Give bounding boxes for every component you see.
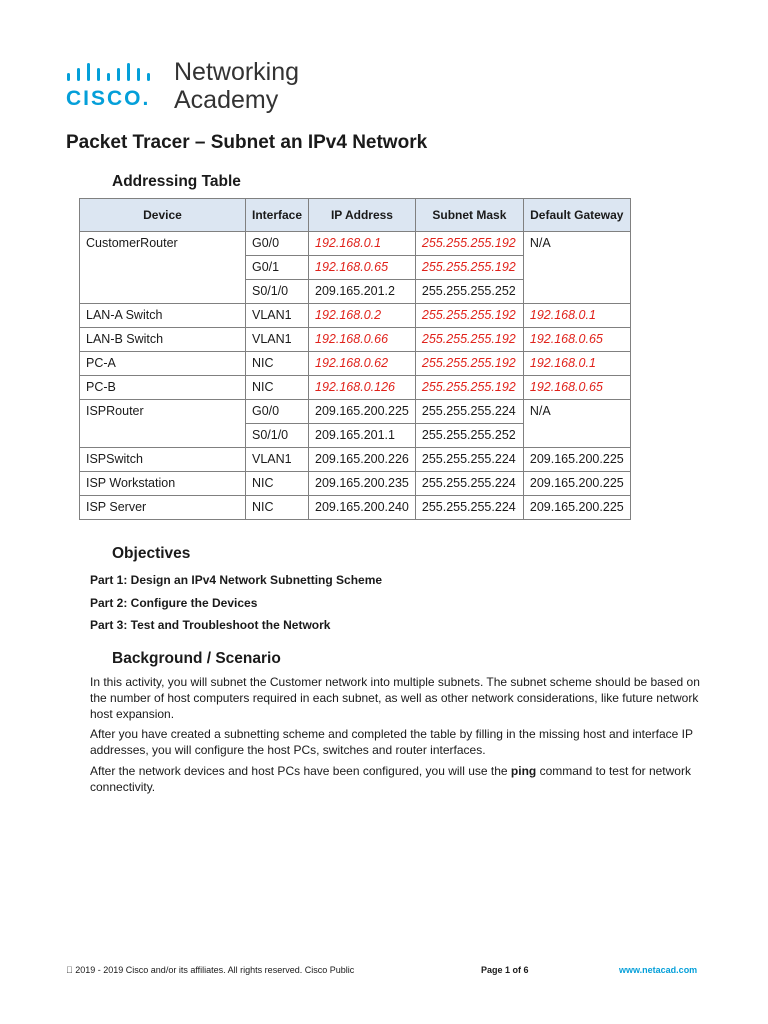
paragraph-text: After the network devices and host PCs have been configured, you will use the	[90, 764, 511, 778]
cell-device: ISP Server	[80, 496, 246, 520]
cell-device: LAN-A Switch	[80, 304, 246, 328]
cell-ip: 209.165.201.2	[309, 280, 416, 304]
cell-interface: VLAN1	[246, 304, 309, 328]
cisco-bars-icon	[66, 62, 158, 84]
cell-mask: 255.255.255.252	[415, 280, 523, 304]
cell-ip: 209.165.200.225	[309, 400, 416, 424]
table-row	[80, 232, 631, 256]
addressing-table	[79, 198, 631, 520]
cell-ip: 209.165.200.235	[309, 472, 416, 496]
table-row	[80, 376, 631, 400]
cell-gateway: 209.165.200.225	[523, 448, 630, 472]
cisco-wordmark: CISCO.	[66, 87, 151, 110]
background-paragraph-2: After you have created a subnetting scheme and completed the table by filling in the missing host and interface IP addresses, you will configure the host PCs, switches and router interfaces.	[90, 727, 693, 757]
footer-copyright:   2019 - 2019 Cisco and/or its affiliates. All rights reserved. Cisco Public	[66, 965, 355, 975]
cell-device: ISPSwitch	[80, 448, 246, 472]
objective-item: Part 1: Design an IPv4 Network Subnetting Scheme	[90, 573, 383, 587]
footer-page-number: Page 1 of 6	[481, 965, 529, 975]
cell-mask: 255.255.255.192	[415, 232, 523, 256]
document-title: Packet Tracer – Subnet an IPv4 Network	[66, 132, 428, 153]
cell-gateway: 209.165.200.225	[523, 496, 630, 520]
cell-ip: 209.165.200.240	[309, 496, 416, 520]
cell-interface: G0/0	[246, 400, 309, 424]
cell-mask: 255.255.255.192	[415, 352, 523, 376]
cell-device: CustomerRouter	[80, 232, 246, 304]
cell-interface: NIC	[246, 352, 309, 376]
table-row	[80, 304, 631, 328]
table-row	[80, 400, 631, 424]
cell-mask: 255.255.255.224	[415, 448, 523, 472]
cell-gateway: N/A	[523, 400, 630, 448]
cell-interface: NIC	[246, 472, 309, 496]
objective-item: Part 3: Test and Troubleshoot the Network	[90, 618, 331, 632]
cell-gateway: 192.168.0.65	[523, 376, 630, 400]
logo-line-networking: Networking	[174, 58, 300, 86]
cell-ip: 209.165.201.1	[309, 424, 416, 448]
cell-interface: G0/0	[246, 232, 309, 256]
logo-line-academy: Academy	[174, 86, 279, 114]
cell-mask: 255.255.255.192	[415, 256, 523, 280]
cell-interface: NIC	[246, 496, 309, 520]
addressing-table-heading: Addressing Table	[112, 173, 241, 190]
header-subnet-mask: Subnet Mask	[415, 199, 523, 232]
header-default-gateway: Default Gateway	[523, 199, 630, 232]
ping-command: ping	[510, 764, 537, 778]
background-heading: Background / Scenario	[112, 650, 281, 667]
cell-gateway: 192.168.0.1	[523, 304, 630, 328]
cell-mask: 255.255.255.192	[415, 304, 523, 328]
cell-device: ISPRouter	[80, 400, 246, 448]
cell-interface: VLAN1	[246, 448, 309, 472]
header-device: Device	[80, 199, 246, 232]
cell-ip: 192.168.0.126	[309, 376, 416, 400]
cell-interface: G0/1	[246, 256, 309, 280]
cell-device: PC-A	[80, 352, 246, 376]
cell-ip: 192.168.0.1	[309, 232, 416, 256]
cell-mask: 255.255.255.252	[415, 424, 523, 448]
paragraph-text: command to test for network connectivity.	[90, 764, 691, 794]
table-row	[80, 448, 631, 472]
cell-ip: 192.168.0.66	[309, 328, 416, 352]
cell-interface: S0/1/0	[246, 424, 309, 448]
header-interface: Interface	[246, 199, 309, 232]
footer-url-link[interactable]: www.netacad.com	[619, 965, 698, 975]
cell-gateway: N/A	[523, 232, 630, 304]
objective-item: Part 2: Configure the Devices	[90, 595, 258, 610]
table-row	[80, 352, 631, 376]
cell-device: PC-B	[80, 376, 246, 400]
table-header-row	[80, 199, 631, 232]
cell-ip: 192.168.0.2	[309, 304, 416, 328]
cell-mask: 255.255.255.192	[415, 328, 523, 352]
background-paragraph-3	[90, 763, 702, 795]
cell-ip: 192.168.0.62	[309, 352, 416, 376]
cell-ip: 209.165.200.226	[309, 448, 416, 472]
cisco-networking-academy-logo	[66, 58, 326, 116]
cell-gateway: 192.168.0.1	[523, 352, 630, 376]
objectives-list	[90, 572, 382, 640]
background-paragraph-1: In this activity, you will subnet the Customer network into multiple subnets. The subnet scheme should be based on the number of host computers required in each subnet, as well as other network considerations, like future network host expansion.	[90, 675, 700, 721]
header-ip-address: IP Address	[309, 199, 416, 232]
cell-gateway: 192.168.0.65	[523, 328, 630, 352]
table-row	[80, 472, 631, 496]
cell-mask: 255.255.255.224	[415, 496, 523, 520]
cell-interface: S0/1/0	[246, 280, 309, 304]
cell-interface: NIC	[246, 376, 309, 400]
cell-ip: 192.168.0.65	[309, 256, 416, 280]
cell-interface: VLAN1	[246, 328, 309, 352]
objectives-heading: Objectives	[112, 545, 191, 562]
cell-mask: 255.255.255.224	[415, 400, 523, 424]
cell-device: LAN-B Switch	[80, 328, 246, 352]
cell-mask: 255.255.255.192	[415, 376, 523, 400]
cell-gateway: 209.165.200.225	[523, 472, 630, 496]
table-row	[80, 328, 631, 352]
cell-mask: 255.255.255.224	[415, 472, 523, 496]
table-row	[80, 496, 631, 520]
cell-device: ISP Workstation	[80, 472, 246, 496]
